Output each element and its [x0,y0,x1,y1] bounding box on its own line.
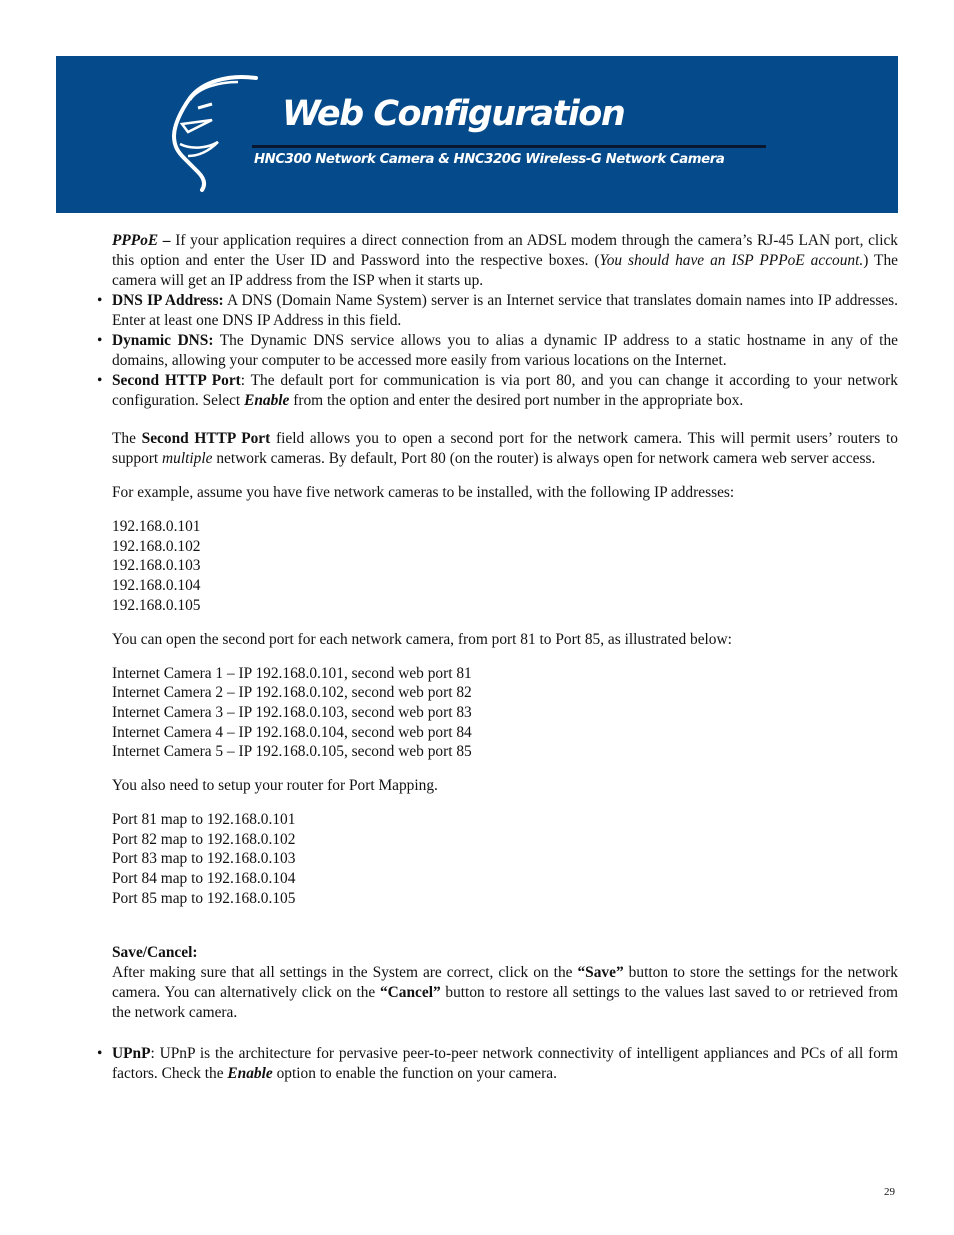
example-intro: For example, assume you have five network cameras to be installed, with the following IP addresses: [112,484,735,501]
ip-address: 192.168.0.101 [112,518,201,535]
camera-port-item: Internet Camera 5 – IP 192.168.0.105, second web port 85 [112,743,472,761]
header-banner [56,56,898,213]
mapping-intro: You also need to setup your router for Port Mapping. [112,777,438,795]
pppoe-paragraph: PPPoE – If your application requires a direct connection from an ADSL modem through the camera’s RJ-45 LAN port, click this option and enter the User ID and Password into the respective boxes. (You should have an ISP PPPoE account.) The camera will get an IP address from the ISP when it starts up. [112,232,898,289]
bullet-icon: • [97,372,103,389]
port-mapping-item: Port 84 map to 192.168.0.104 [112,870,296,888]
bullet-dynamic-dns: • Dynamic DNS: The Dynamic DNS service allows you to alias a dynamic IP address to a static hostname in any of the domains, allowing your computer to be accessed more easily from various locations on the Internet. [97,332,898,369]
bullet-dns-ip-address: • DNS IP Address: A DNS (Domain Name System) server is an Internet service that translates domain names into IP addresses. Enter at least one DNS IP Address in this field. [97,292,898,329]
second-port-paragraph: The Second HTTP Port field allows you to open a second port for the network camera. This will permit users’ routers to support multiple network cameras. By default, Port 80 (on the router) is always open for network camera web server access. [112,430,898,467]
port-intro: You can open the second port for each network camera, from port 81 to Port 85, as illustrated below: [112,630,732,648]
bullet-upnp: • UPnP: UPnP is the architecture for pervasive peer-to-peer network connectivity of intelligent appliances and PCs of all form factors. Check the Enable option to enable the function on your camera. [97,1044,898,1082]
bullet-icon: • [97,332,103,349]
banner-subtitle: HNC300 Network Camera & HNC320G Wireless-G Network Camera [254,152,725,167]
camera-port-item: Internet Camera 2 – IP 192.168.0.102, second web port 82 [112,684,472,702]
pppoe-term: PPPoE – [112,232,171,249]
page-number: 29 [884,1186,895,1198]
eagle-logo-icon [168,74,258,194]
document-body [97,231,898,1084]
camera-port-item: Internet Camera 3 – IP 192.168.0.103, second web port 83 [112,703,472,721]
banner-title: Web Configuration [282,94,625,134]
port-mapping-item: Port 85 map to 192.168.0.105 [112,889,296,907]
ip-address: 192.168.0.104 [112,577,201,595]
port-mapping-item: Port 82 map to 192.168.0.102 [112,830,296,848]
camera-port-item: Internet Camera 4 – IP 192.168.0.104, second web port 84 [112,723,472,741]
ip-address-list [112,517,898,616]
ip-address: 192.168.0.105 [112,596,201,614]
ip-address: 192.168.0.103 [112,557,201,575]
save-cancel-paragraph: After making sure that all settings in the System are correct, click on the “Save” button to store the settings for the network camera. You can alternatively click on the “Cancel” button to restore all settings to the values last saved to or retrieved from the network camera. [112,963,898,1021]
port-mapping-item: Port 83 map to 192.168.0.103 [112,850,296,868]
bullet-second-http-port: • Second HTTP Port: The default port for communication is via port 80, and you can change it according to your network configuration. Select Enable from the option and enter the desired port number in the appropriate box. [97,372,898,409]
port-mapping-list [112,810,898,909]
bullet-icon: • [97,1044,103,1062]
save-cancel-heading: Save/Cancel: [112,943,198,961]
camera-port-item: Internet Camera 1 – IP 192.168.0.101, second web port 81 [112,664,472,682]
camera-port-list [112,664,898,763]
port-mapping-item: Port 81 map to 192.168.0.101 [112,811,296,829]
banner-divider [252,145,766,148]
bullet-icon: • [97,292,103,309]
ip-address: 192.168.0.102 [112,537,201,555]
